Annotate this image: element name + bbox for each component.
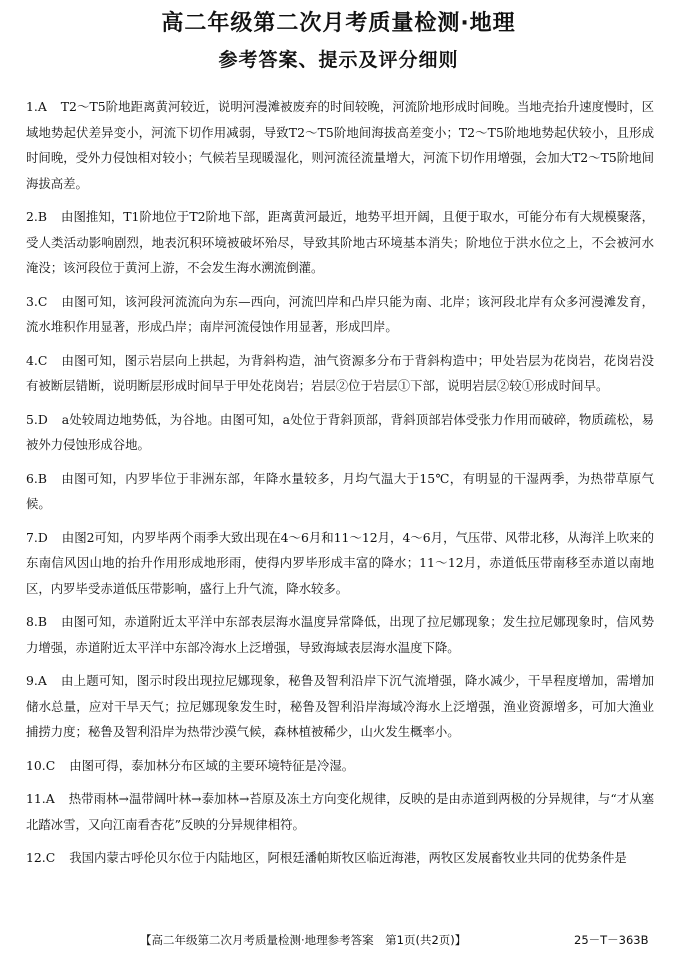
- answer-explanation: 由图可得，泰加林分布区域的主要环境特征是冷湿。: [69, 757, 355, 773]
- answer-item-12: [26, 845, 654, 871]
- answer-item-9: [26, 668, 654, 745]
- answer-number: 2.: [26, 209, 38, 224]
- answer-letter: A: [37, 99, 47, 114]
- answer-explanation: T2～T5阶地距离黄河较近，说明河漫滩被废弃的时间较晚，河流阶地形成时间晚。当地壳抬升速度慢时，区域地势起伏差异变小，河流下切作用减弱，导致T2～T5阶地间海拔高差变小；T2～T5阶地地势起伏较小，且形成时间晚，受外力侵蚀相对较小；气候若呈现暖湿化，则河流径流量增大，河流下切作用增强，会加大T2～T5阶地间海拔高差。: [26, 99, 654, 191]
- answer-number: 4.: [26, 352, 38, 368]
- answer-number: 10.: [26, 757, 46, 773]
- answer-letter: C: [45, 757, 56, 773]
- answer-item-3: [26, 289, 654, 340]
- answer-explanation: a处较周边地势低，为谷地。由图可知，a处位于背斜顶部，背斜顶部岩体受张力作用而破碎，物质疏松，易被外力侵蚀形成谷地。: [26, 411, 654, 452]
- answer-item-11: [26, 786, 654, 837]
- answer-item-5: [26, 407, 654, 458]
- answer-number: 6.: [26, 470, 38, 486]
- answer-letter: C: [37, 352, 48, 368]
- answer-number: 9.: [26, 673, 38, 688]
- answer-item-2: [26, 204, 654, 281]
- answer-explanation: 由图推知，T1阶地位于T2阶地下部，距离黄河最近，地势平坦开阔，且便于取水，可能分布有大规模聚落，受人类活动影响剧烈，地表沉积环境被破坏殆尽，导致其阶地古环境基本消失；阶地位于洪水位之上，不会被河水淹没；该河段位于黄河上游，不会发生海水溯流倒灌。: [26, 209, 654, 275]
- page-footer: 【高二年级第二次月考质量检测·地理参考答案 第1页(共2页)】: [140, 933, 467, 947]
- document-code: 25－T－363B: [574, 933, 649, 947]
- answer-letter: D: [37, 529, 48, 545]
- answer-number: 1.: [26, 99, 38, 114]
- answer-item-6: [26, 466, 654, 517]
- answer-letter: A: [37, 673, 47, 688]
- answer-item-1: [26, 94, 654, 196]
- answer-explanation: 由图2可知，内罗毕两个雨季大致出现在4～6月和11～12月，4～6月，气压带、风带北移，从海洋上吹来的东南信风因山地的抬升作用形成地形雨，使得内罗毕形成丰富的降水；11～12月，赤道低压带南移至赤道以南地区，内罗毕受赤道低压带影响，盛行上升气流，降水较多。: [26, 529, 654, 596]
- answer-explanation: 由图可知，赤道附近太平洋中东部表层海水温度异常降低，出现了拉尼娜现象；发生拉尼娜现象时，信风势力增强，赤道附近太平洋中东部冷海水上泛增强，导致海域表层海水温度下降。: [26, 614, 654, 655]
- answer-list: [26, 94, 654, 879]
- answer-letter: B: [37, 614, 47, 629]
- answer-explanation: 由图可知，该河段河流流向为东—西向，河流凹岸和凸岸只能为南、北岸；该河段北岸有众多河漫滩发育，流水堆积作用显著，形成凸岸；南岸河流侵蚀作用显著，形成凹岸。: [26, 293, 654, 334]
- answer-letter: C: [37, 293, 48, 309]
- answer-number: 11.: [26, 791, 46, 806]
- answer-item-4: [26, 348, 654, 399]
- answer-explanation: 由上题可知，图示时段出现拉尼娜现象，秘鲁及智利沿岸下沉气流增强，降水减少，干旱程度增加，需增加储水总量，应对干旱天气；拉尼娜现象发生时，秘鲁及智利沿岸海域冷海水上泛增强，渔业资源增多，可加大渔业捕捞力度；秘鲁及智利沿岸为热带沙漠气候，森林植被稀少，山火发生概率小。: [26, 673, 654, 739]
- answer-letter: C: [45, 850, 56, 865]
- answer-number: 12.: [26, 850, 46, 865]
- answer-item-10: [26, 753, 654, 779]
- answer-letter: B: [37, 209, 47, 224]
- answer-explanation: 由图可知，内罗毕位于非洲东部，年降水量较多，月均气温大于15℃，有明显的干湿两季，为热带草原气候。: [26, 470, 654, 511]
- answer-explanation: 由图可知，图示岩层向上拱起，为背斜构造，油气资源多分布于背斜构造中；甲处岩层为花岗岩，花岗岩没有被断层错断，说明断层形成时间早于甲处花岗岩；岩层②位于岩层①下部，说明岩层②较①形成时间早。: [26, 352, 654, 393]
- page-title: 高二年级第二次月考质量检测·地理: [161, 11, 516, 36]
- answer-explanation: 热带雨林→温带阔叶林→泰加林→苔原及冻土方向变化规律，反映的是由赤道到两极的分异规律，与“才从塞北踏冰雪，又向江南看杏花”反映的分异规律相符。: [26, 791, 654, 832]
- answer-item-8: [26, 609, 654, 660]
- answer-number: 5.: [26, 411, 38, 427]
- answer-letter: B: [37, 470, 47, 486]
- answer-number: 7.: [26, 529, 38, 545]
- answer-explanation: 我国内蒙古呼伦贝尔位于内陆地区，阿根廷潘帕斯牧区临近海港，两牧区发展畜牧业共同的优势条件是: [69, 850, 627, 865]
- page-subtitle: 参考答案、提示及评分细则: [218, 49, 459, 71]
- answer-number: 3.: [26, 293, 38, 309]
- answer-number: 8.: [26, 614, 38, 629]
- answer-letter: A: [45, 791, 55, 806]
- answer-letter: D: [37, 411, 48, 427]
- answer-item-7: [26, 525, 654, 602]
